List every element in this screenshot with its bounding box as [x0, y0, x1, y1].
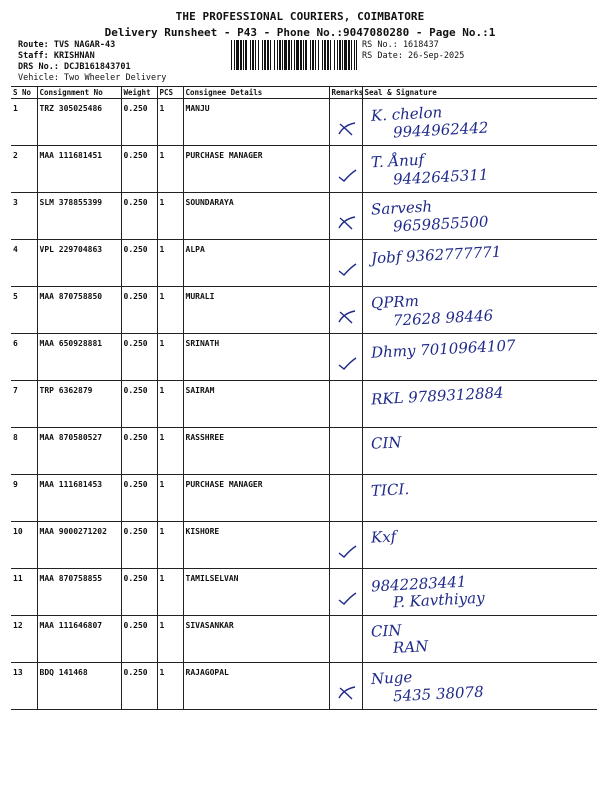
- signature-text: CIN: [370, 433, 402, 453]
- cross-mark-icon: [336, 309, 358, 325]
- barcode-bar: [262, 40, 263, 70]
- cell-remarks: [329, 146, 362, 193]
- barcode-bar: [342, 40, 343, 70]
- cell-pcs: 1: [157, 616, 183, 663]
- col-weight: Weight: [121, 87, 157, 99]
- barcode-bar: [258, 40, 259, 70]
- barcode-bar: [334, 40, 335, 70]
- cross-mark-icon: [336, 215, 358, 231]
- signature-text: CIN: [370, 621, 402, 641]
- cell-pcs: 1: [157, 287, 183, 334]
- table-row: [11, 193, 597, 240]
- signature-text: 9842283441: [370, 572, 467, 596]
- barcode-bar: [250, 40, 251, 70]
- barcode-bar: [315, 40, 316, 70]
- cell-consignment-no: SLM 378855399: [37, 193, 121, 240]
- barcode-bar: [296, 40, 299, 70]
- cell-pcs: 1: [157, 522, 183, 569]
- barcode-bar: [291, 40, 292, 70]
- table-row: [11, 240, 597, 287]
- cell-remarks: [329, 334, 362, 381]
- signature-text: Nuge: [370, 667, 413, 689]
- cell-remarks: [329, 193, 362, 240]
- cell-consignment-no: VPL 229704863: [37, 240, 121, 287]
- cell-consignee: ALPA: [183, 240, 329, 287]
- table-row: [11, 287, 597, 334]
- barcode-bar: [282, 40, 283, 70]
- check-mark-icon: [336, 591, 358, 607]
- cell-sno: 9: [11, 475, 37, 522]
- col-signature: Seal & Signature: [362, 87, 597, 99]
- cell-signature: [362, 569, 597, 616]
- cell-consignment-no: MAA 650928881: [37, 334, 121, 381]
- cell-consignee: RAJAGOPAL: [183, 663, 329, 710]
- cell-pcs: 1: [157, 569, 183, 616]
- cell-sno: 2: [11, 146, 37, 193]
- table-row: [11, 569, 597, 616]
- table-row: [11, 146, 597, 193]
- barcode-bar: [234, 40, 235, 70]
- cell-sno: 11: [11, 569, 37, 616]
- signature-phone: RAN: [392, 637, 429, 657]
- check-mark-icon: [336, 168, 358, 184]
- barcode-bar: [294, 40, 295, 70]
- cell-sno: 13: [11, 663, 37, 710]
- vehicle-label: Vehicle: Two Wheeler Delivery: [18, 73, 167, 83]
- barcode-bar: [344, 40, 347, 70]
- signature-text: K. chelon: [370, 103, 443, 125]
- signature-phone: 9659855500: [392, 212, 489, 236]
- delivery-table: [11, 86, 597, 710]
- cell-weight: 0.250: [121, 569, 157, 616]
- barcode-bar: [236, 40, 239, 70]
- barcode-bar: [245, 40, 247, 70]
- rs-number: RS No.: 1618437: [362, 40, 439, 50]
- cell-weight: 0.250: [121, 146, 157, 193]
- route-label: Route: TVS NAGAR-43: [18, 40, 116, 50]
- cell-remarks: [329, 475, 362, 522]
- cell-signature: [362, 381, 597, 428]
- drs-number: DRS No.: DCJB161843701: [18, 62, 131, 72]
- cell-consignment-no: MAA 111681453: [37, 475, 121, 522]
- table-row: [11, 99, 597, 146]
- cell-consignee: KISHORE: [183, 522, 329, 569]
- signature-phone: 9944962442: [392, 118, 489, 142]
- barcode-bar: [240, 40, 242, 70]
- signature-text: RKL 9789312884: [370, 383, 504, 409]
- barcode-bar: [267, 40, 269, 70]
- cell-remarks: [329, 663, 362, 710]
- cell-consignment-no: BDQ 141468: [37, 663, 121, 710]
- cell-consignment-no: MAA 870758855: [37, 569, 121, 616]
- barcode-bar: [252, 40, 254, 70]
- signature-text: Jobf 9362777771: [370, 242, 502, 268]
- cell-consignment-no: MAA 870758850: [37, 287, 121, 334]
- cell-consignment-no: MAA 870580527: [37, 428, 121, 475]
- cell-consignment-no: MAA 9000271202: [37, 522, 121, 569]
- barcode-bar: [322, 40, 323, 70]
- cell-consignee: SIVASANKAR: [183, 616, 329, 663]
- table-row: [11, 428, 597, 475]
- cell-remarks: [329, 240, 362, 287]
- barcode-bar: [274, 40, 275, 70]
- cell-pcs: 1: [157, 663, 183, 710]
- signature-text: Kxf: [370, 527, 397, 547]
- cell-sno: 1: [11, 99, 37, 146]
- cell-weight: 0.250: [121, 381, 157, 428]
- table-row: [11, 475, 597, 522]
- cell-weight: 0.250: [121, 522, 157, 569]
- cell-consignee: SOUNDARAYA: [183, 193, 329, 240]
- cell-remarks: [329, 99, 362, 146]
- barcode-bar: [284, 40, 287, 70]
- signature-phone: 9442645311: [392, 165, 489, 189]
- cell-signature: [362, 99, 597, 146]
- signature-text: TICI.: [370, 480, 410, 500]
- table-row: [11, 522, 597, 569]
- cell-remarks: [329, 381, 362, 428]
- col-consignee: Consignee Details: [183, 87, 329, 99]
- barcode-bar: [288, 40, 290, 70]
- cell-pcs: 1: [157, 334, 183, 381]
- signature-text: QPRm: [370, 291, 419, 313]
- barcode-bar: [231, 40, 232, 70]
- barcode-bar: [351, 40, 352, 70]
- document-subtitle: Delivery Runsheet - P43 - Phone No.:9047080280 - Page No.:1: [104, 26, 496, 39]
- cell-consignee: SRINATH: [183, 334, 329, 381]
- barcode-image: [231, 40, 357, 70]
- table-row: [11, 616, 597, 663]
- staff-label: Staff: KRISHNAN: [18, 51, 95, 61]
- barcode-bar: [318, 40, 319, 70]
- cell-sno: 10: [11, 522, 37, 569]
- cell-signature: [362, 146, 597, 193]
- cell-remarks: [329, 428, 362, 475]
- check-mark-icon: [336, 544, 358, 560]
- cell-weight: 0.250: [121, 334, 157, 381]
- cell-pcs: 1: [157, 240, 183, 287]
- signature-phone: 72628 98446: [392, 306, 494, 330]
- cell-sno: 3: [11, 193, 37, 240]
- col-consignment: Consignment No: [37, 87, 121, 99]
- cell-signature: [362, 475, 597, 522]
- cell-pcs: 1: [157, 146, 183, 193]
- cell-pcs: 1: [157, 193, 183, 240]
- barcode-bar: [312, 40, 314, 70]
- barcode-bar: [279, 40, 281, 70]
- cell-weight: 0.250: [121, 663, 157, 710]
- barcode-bar: [356, 40, 357, 70]
- cell-pcs: 1: [157, 381, 183, 428]
- table-row: [11, 663, 597, 710]
- cell-signature: [362, 428, 597, 475]
- table-header-row: [11, 87, 597, 99]
- cell-remarks: [329, 616, 362, 663]
- barcode-bar: [324, 40, 326, 70]
- cell-pcs: 1: [157, 475, 183, 522]
- table-row: [11, 334, 597, 381]
- barcode-bar: [264, 40, 266, 70]
- barcode-bar: [243, 40, 244, 70]
- barcode-bar: [348, 40, 350, 70]
- cell-sno: 5: [11, 287, 37, 334]
- signature-phone: 5435 38078: [392, 682, 484, 706]
- cell-consignment-no: TRZ 305025486: [37, 99, 121, 146]
- barcode-bar: [327, 40, 329, 70]
- cell-consignment-no: MAA 111681451: [37, 146, 121, 193]
- col-sno: S No: [11, 87, 37, 99]
- check-mark-icon: [336, 262, 358, 278]
- cell-remarks: [329, 287, 362, 334]
- cell-weight: 0.250: [121, 428, 157, 475]
- cell-weight: 0.250: [121, 240, 157, 287]
- signature-text: T. Ånuf: [370, 150, 424, 172]
- cell-signature: [362, 522, 597, 569]
- cell-signature: [362, 334, 597, 381]
- cell-signature: [362, 616, 597, 663]
- barcode-bar: [354, 40, 355, 70]
- cell-sno: 4: [11, 240, 37, 287]
- signature-phone: P. Kavthiyay: [392, 588, 485, 612]
- cell-weight: 0.250: [121, 287, 157, 334]
- cell-weight: 0.250: [121, 616, 157, 663]
- barcode-bar: [330, 40, 331, 70]
- cell-signature: [362, 193, 597, 240]
- barcode-bar: [305, 40, 307, 70]
- barcode-bar: [303, 40, 304, 70]
- cell-pcs: 1: [157, 428, 183, 475]
- cell-remarks: [329, 569, 362, 616]
- cross-mark-icon: [336, 121, 358, 137]
- cell-consignment-no: TRP 6362879: [37, 381, 121, 428]
- table-row: [11, 381, 597, 428]
- barcode-bar: [300, 40, 302, 70]
- document-title: THE PROFESSIONAL COURIERS, COIMBATORE: [175, 10, 425, 23]
- cell-signature: [362, 663, 597, 710]
- barcode-bar: [337, 40, 338, 70]
- cell-consignee: PURCHASE MANAGER: [183, 475, 329, 522]
- barcode-bar: [270, 40, 271, 70]
- cell-consignee: SAIRAM: [183, 381, 329, 428]
- cell-signature: [362, 287, 597, 334]
- barcode-bar: [255, 40, 256, 70]
- barcode-bar: [339, 40, 341, 70]
- col-remarks: Remarks: [329, 87, 362, 99]
- cell-weight: 0.250: [121, 99, 157, 146]
- barcode-bar: [277, 40, 278, 70]
- cell-signature: [362, 240, 597, 287]
- signature-text: Dhmy 7010964107: [370, 336, 516, 362]
- cell-consignment-no: MAA 111646807: [37, 616, 121, 663]
- cell-pcs: 1: [157, 99, 183, 146]
- cell-sno: 8: [11, 428, 37, 475]
- cell-sno: 12: [11, 616, 37, 663]
- cell-sno: 7: [11, 381, 37, 428]
- cell-consignee: TAMILSELVAN: [183, 569, 329, 616]
- cross-mark-icon: [336, 685, 358, 701]
- signature-text: Sarvesh: [370, 197, 433, 219]
- col-pcs: PCS: [157, 87, 183, 99]
- cell-sno: 6: [11, 334, 37, 381]
- cell-remarks: [329, 522, 362, 569]
- cell-consignee: MURALI: [183, 287, 329, 334]
- cell-consignee: MANJU: [183, 99, 329, 146]
- cell-weight: 0.250: [121, 193, 157, 240]
- cell-weight: 0.250: [121, 475, 157, 522]
- rs-date: RS Date: 26-Sep-2025: [362, 51, 465, 61]
- barcode-bar: [310, 40, 311, 70]
- cell-consignee: RASSHREE: [183, 428, 329, 475]
- check-mark-icon: [336, 356, 358, 372]
- cell-consignee: PURCHASE MANAGER: [183, 146, 329, 193]
